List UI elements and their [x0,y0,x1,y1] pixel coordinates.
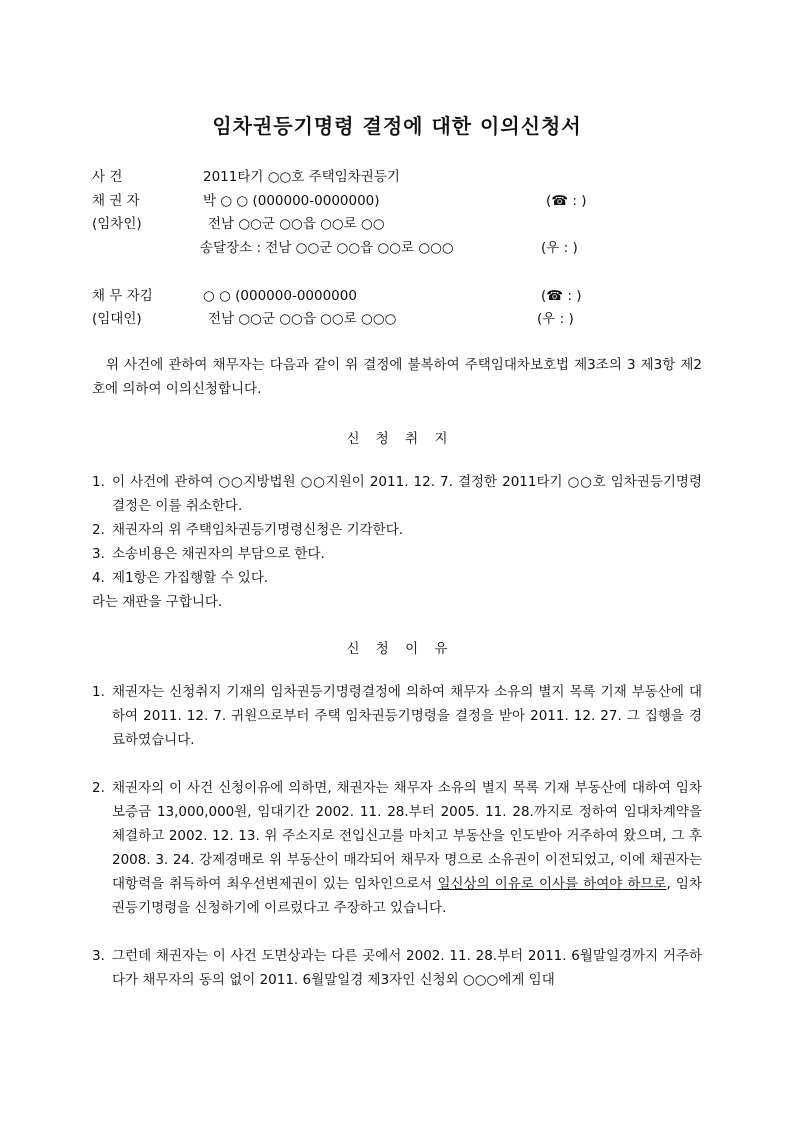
purpose-closing: 라는 재판을 구합니다. [92,594,223,610]
item-text: 이 사건에 관하여 ○○지방법원 ○○지원이 2011. 12. 7. 결정한 2011타기 ○○호 임차권등기명령결정은 이를 취소한다. [112,474,702,514]
debtor-name: ○ ○ (000000-0000000 [203,288,357,304]
item-number: 2. [92,780,105,796]
debtor-address: 전남 ○○군 ○○읍 ○○로 ○○○ [208,311,397,327]
item-number: 4. [92,570,105,586]
item-text: 채권자의 위 주택임차권등기명령신청은 기각한다. [112,522,404,538]
item-text: 소송비용은 채권자의 부담으로 한다. [112,546,325,562]
purpose-list [92,470,702,614]
debtor-role: (임대인) [92,311,142,327]
reason-item [92,776,702,920]
creditor-phone: (☎ : ) [546,193,587,209]
reason-item [92,944,702,992]
purpose-item [92,470,702,518]
creditor-label: 채 권 자 [92,193,140,209]
item-number: 1. [92,474,105,490]
underlined-phrase: 일신상의 이유로 이사를 하여야 하므로 [437,876,667,892]
item-number: 3. [92,546,105,562]
reason-list [92,680,702,992]
document-title: 임차권등기명령 결정에 대한 이의신청서 [212,114,582,138]
creditor-role: (임차인) [92,216,142,232]
item-text: 채권자의 이 사건 신청이유에 의하면, 채권자는 채무자 소유의 별지 목록 기재 부동산에 대하여 임차보증금 13,000,000원, 임대기간 2002. 11. 28.부터 2005. 11. 28.까지로 정하여 임대차계약을 체결하고 2002. 12. 13. 위 주소지로 전입신고를 마치고 부동산을 인도받아 거주하여 왔으며, 그 후 2008. 3. 24. 강제경매로 위 부동산이 매각되어 채무자 명으로 소유권이 이전되었고, 이에 채권자는 대항력을 취득하여 최우선변제권이 있는 임차인으로서 [112,780,702,892]
item-number: 3. [92,948,105,964]
item-number: 2. [92,522,105,538]
creditor-name: 박 ○ ○ (000000-0000000) [203,193,380,209]
debtor-postal: (우 : ) [537,311,574,327]
item-text: 제1항은 가집행할 수 있다. [112,570,269,586]
purpose-item [92,566,702,590]
item-number: 1. [92,684,105,700]
purpose-item [92,542,702,566]
item-text-continued: , 임차권등기명령을 신청하기에 이르렀다고 주장하고 있습니다. [112,876,702,916]
intro-paragraph: 위 사건에 관하여 채무자는 다음과 같이 위 결정에 불복하여 주택임대차보호법 제3조의 3 제3항 제2호에 의하여 이의신청합니다. [92,357,702,397]
creditor-delivery-address: 송달장소 : 전남 ○○군 ○○읍 ○○로 ○○○ [200,240,454,256]
creditor-postal: (우 : ) [541,240,578,256]
reason-item [92,680,702,752]
debtor-phone: (☎ : ) [541,288,582,304]
item-text: 채권자는 신청취지 기재의 임차권등기명령결정에 의하여 채무자 소유의 별지 목록 기재 부동산에 대하여 2011. 12. 7. 귀원으로부터 주택 임차권등기명령을 결정을 받아 2011. 12. 27. 그 집행을 경료하였습니다. [112,684,702,748]
creditor-address: 전남 ○○군 ○○읍 ○○로 ○○ [208,216,385,232]
debtor-label: 채 무 자김 [92,288,153,304]
reason-heading: 신 청 이 유 [346,641,448,657]
purpose-heading: 신 청 취 지 [346,431,448,447]
case-value: 2011타기 ○○호 주택임차권등기 [203,169,400,185]
case-label: 사 건 [92,169,123,185]
item-text: 그런데 채권자는 이 사건 도면상과는 다른 곳에서 2002. 11. 28.부터 2011. 6월말일경까지 거주하다가 채무자의 동의 없이 2011. 6월말일경 제3자인 신청외 ○○○에게 임대 [112,948,702,988]
purpose-item [92,518,702,542]
